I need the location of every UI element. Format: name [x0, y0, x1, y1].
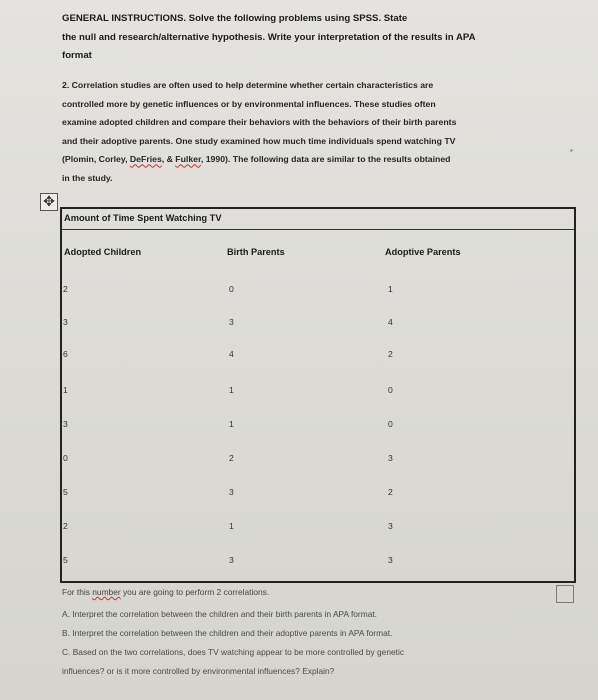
- citation-text: , &: [161, 154, 176, 165]
- table-cell: 3: [388, 521, 393, 531]
- caption-text: number: [92, 587, 121, 597]
- table-cell: 6: [63, 349, 68, 359]
- citation-author: DeFries: [129, 154, 162, 165]
- table-cell: 3: [388, 453, 393, 463]
- table-cell: 2: [388, 487, 393, 497]
- column-header: Adoptive Parents: [385, 247, 461, 257]
- question-item: C. Based on the two correlations, does TV watching appear to be more controlled by genetic: [62, 647, 405, 657]
- table-cell: 3: [229, 487, 234, 497]
- instructions-line: GENERAL INSTRUCTIONS. Solve the following problems using SPSS. State: [62, 13, 408, 24]
- table-cell: 1: [388, 284, 393, 294]
- question-item: influences? or is it more controlled by environmental influences? Explain?: [62, 666, 335, 676]
- table-cell: 4: [388, 317, 393, 327]
- table-cell: 1: [229, 385, 234, 395]
- problem-statement: [62, 76, 552, 188]
- table-cell: 3: [63, 317, 68, 327]
- table-cell: 3: [229, 317, 234, 327]
- instructions-line: format: [62, 50, 92, 61]
- table-cell: 3: [63, 419, 68, 429]
- problem-line: in the study.: [62, 172, 113, 183]
- data-table[interactable]: [60, 207, 576, 583]
- table-title: Amount of Time Spent Watching TV: [64, 213, 222, 223]
- table-cell: 2: [229, 453, 234, 463]
- table-cell: 2: [63, 284, 68, 294]
- table-cell: 0: [229, 284, 234, 294]
- problem-line: 2. Correlation studies are often used to help determine whether certain characteristics are: [62, 80, 434, 90]
- table-cell: 4: [229, 349, 234, 359]
- citation-text: (Plomin, Corley,: [62, 154, 130, 165]
- table-cell: 3: [229, 555, 234, 565]
- table-cell: 5: [63, 555, 68, 565]
- table-divider: [62, 229, 574, 230]
- table-cell: 0: [63, 453, 68, 463]
- table-cell: 2: [63, 521, 68, 531]
- problem-line: [62, 150, 552, 169]
- table-cell: 0: [388, 385, 393, 395]
- table-move-handle-icon[interactable]: ✥: [40, 193, 58, 211]
- problem-line: controlled more by genetic influences or by environmental influences. These studies often: [62, 98, 436, 109]
- column-header: Adopted Children: [64, 247, 142, 257]
- table-cell: 0: [388, 419, 393, 429]
- instructions-line: the null and research/alternative hypothesis. Write your interpretation of the results in APA: [62, 31, 476, 43]
- column-header: Birth Parents: [227, 247, 285, 257]
- problem-line: and their adoptive parents. One study examined how much time individuals spend watching TV: [62, 135, 456, 146]
- table-cell: 1: [229, 419, 234, 429]
- table-cell: 2: [388, 349, 393, 359]
- general-instructions: [62, 10, 562, 66]
- problem-line: examine adopted children and compare their behaviors with the behaviors of their birth parents: [62, 117, 457, 128]
- table-cell: 1: [229, 521, 234, 531]
- caption-text: you are going to perform 2 correlations.: [120, 587, 270, 597]
- dot-mark: ▪: [570, 146, 573, 155]
- citation-text: , 1990). The following data are similar to the results obtained: [200, 154, 451, 165]
- caption: [62, 587, 269, 597]
- question-item: A. Interpret the correlation between the children and their birth parents in APA format.: [62, 609, 378, 619]
- empty-checkbox[interactable]: [556, 585, 574, 603]
- table-cell: 1: [63, 385, 68, 395]
- question-item: B. Interpret the correlation between the children and their adoptive parents in APA format.: [62, 628, 393, 638]
- question-list: [62, 605, 562, 681]
- citation-author: Fulker: [175, 154, 201, 165]
- caption-text: For this: [62, 587, 93, 597]
- table-cell: 5: [63, 487, 68, 497]
- table-cell: 3: [388, 555, 393, 565]
